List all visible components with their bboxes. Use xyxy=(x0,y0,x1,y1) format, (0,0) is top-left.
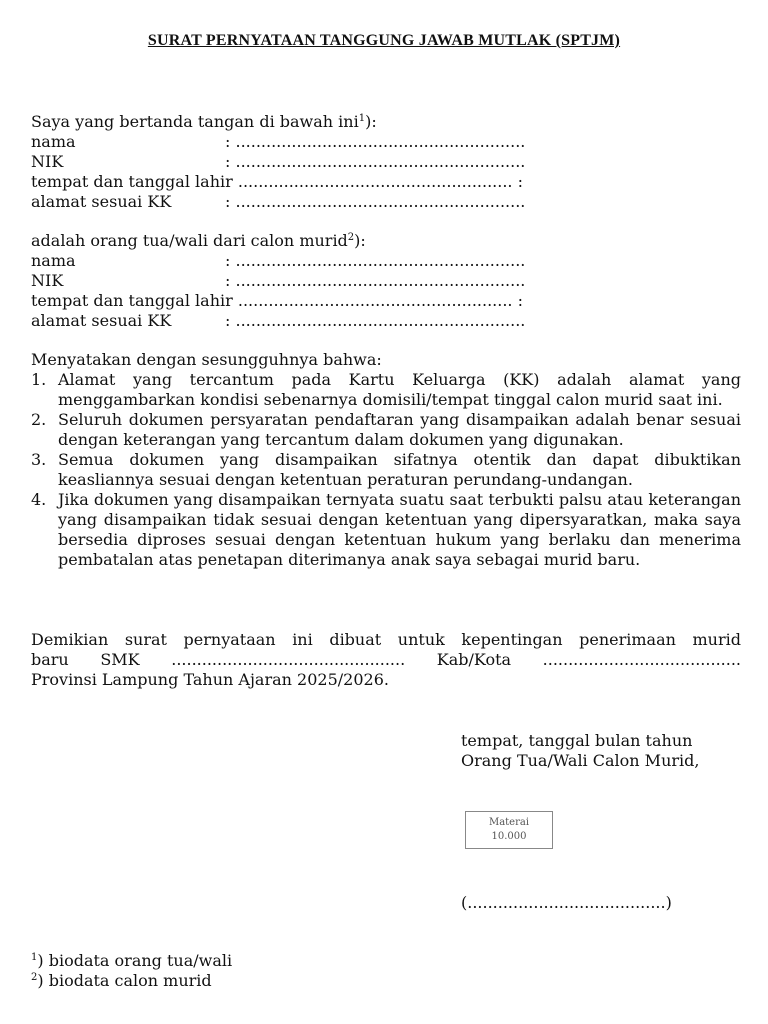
signature-block xyxy=(461,731,699,771)
footnote-ref: 1 xyxy=(358,113,366,124)
intro-line: Saya yang bertanda tangan di bawah ini$^1$): xyxy=(31,112,377,131)
parent-name-field: nama : ......................................................... xyxy=(31,132,526,151)
footnotes xyxy=(31,951,232,991)
place-date: tempat, tanggal bulan tahun xyxy=(461,731,693,750)
child-address-field: alamat sesuai KK : ......................................................... xyxy=(31,311,526,330)
child-nik-field: NIK : ......................................................... xyxy=(31,271,526,290)
footnote-2: $^2$) biodata calon murid xyxy=(31,971,212,990)
footnote-1: $^1$) biodata orang tua/wali xyxy=(31,951,233,970)
signer-role: Orang Tua/Wali Calon Murid, xyxy=(461,751,700,770)
child-birth-field: tempat dan tanggal lahir ...................................................... : xyxy=(31,291,523,310)
statement-intro: Menyatakan dengan sesungguhnya bahwa: xyxy=(31,350,382,369)
closing-paragraph: Demikian surat pernyataan ini dibuat untuk kepentingan penerimaan murid baru SMK .............................................. Kab/Kota ....................................... Provinsi Lampung Tahun Ajaran 2025/2026. xyxy=(31,630,741,689)
statement-list xyxy=(31,370,741,570)
list-item: 2. Seluruh dokumen persyaratan pendaftaran yang disampaikan adalah benar sesuai dengan keterangan yang tercantum dalam dokumen yang digunakan. xyxy=(31,410,741,449)
parent-nik-field: NIK : ......................................................... xyxy=(31,152,526,171)
list-item: 4. Jika dokumen yang disampaikan ternyata suatu saat terbukti palsu atau keterangan yang disampaikan tidak sesuai dengan ketentuan yang dipersyaratkan, maka saya bersedia diproses sesuai dengan ketentuan hukum yang berlaku dan menerima pembatalan atas penetapan diterimanya anak saya sebagai murid baru. xyxy=(31,490,741,569)
parent-identity-section xyxy=(31,112,741,212)
child-name-field: nama : ......................................................... xyxy=(31,251,526,270)
parent-birth-field: tempat dan tanggal lahir ...................................................... : xyxy=(31,172,523,191)
child-identity-section xyxy=(31,231,741,331)
list-item: 1. Alamat yang tercantum pada Kartu Keluarga (KK) adalah alamat yang menggambarkan kondisi sebenarnya domisili/tempat tinggal calon murid saat ini. xyxy=(31,370,741,409)
parent-address-field: alamat sesuai KK : ......................................................... xyxy=(31,192,526,211)
relation-line: adalah orang tua/wali dari calon murid$^2$): xyxy=(31,231,366,250)
list-item: 3. Semua dokumen yang disampaikan sifatnya otentik dan dapat dibuktikan keasliannya sesuai dengan ketentuan peraturan perundang-undangan. xyxy=(31,450,741,489)
footnote-ref: 2 xyxy=(347,232,355,243)
signature-name-line: (.......................................) xyxy=(461,893,672,912)
materai-stamp-box: Materai 10.000 xyxy=(465,811,553,849)
document-title: SURAT PERNYATAAN TANGGUNG JAWAB MUTLAK (SPTJM) xyxy=(147,32,621,49)
